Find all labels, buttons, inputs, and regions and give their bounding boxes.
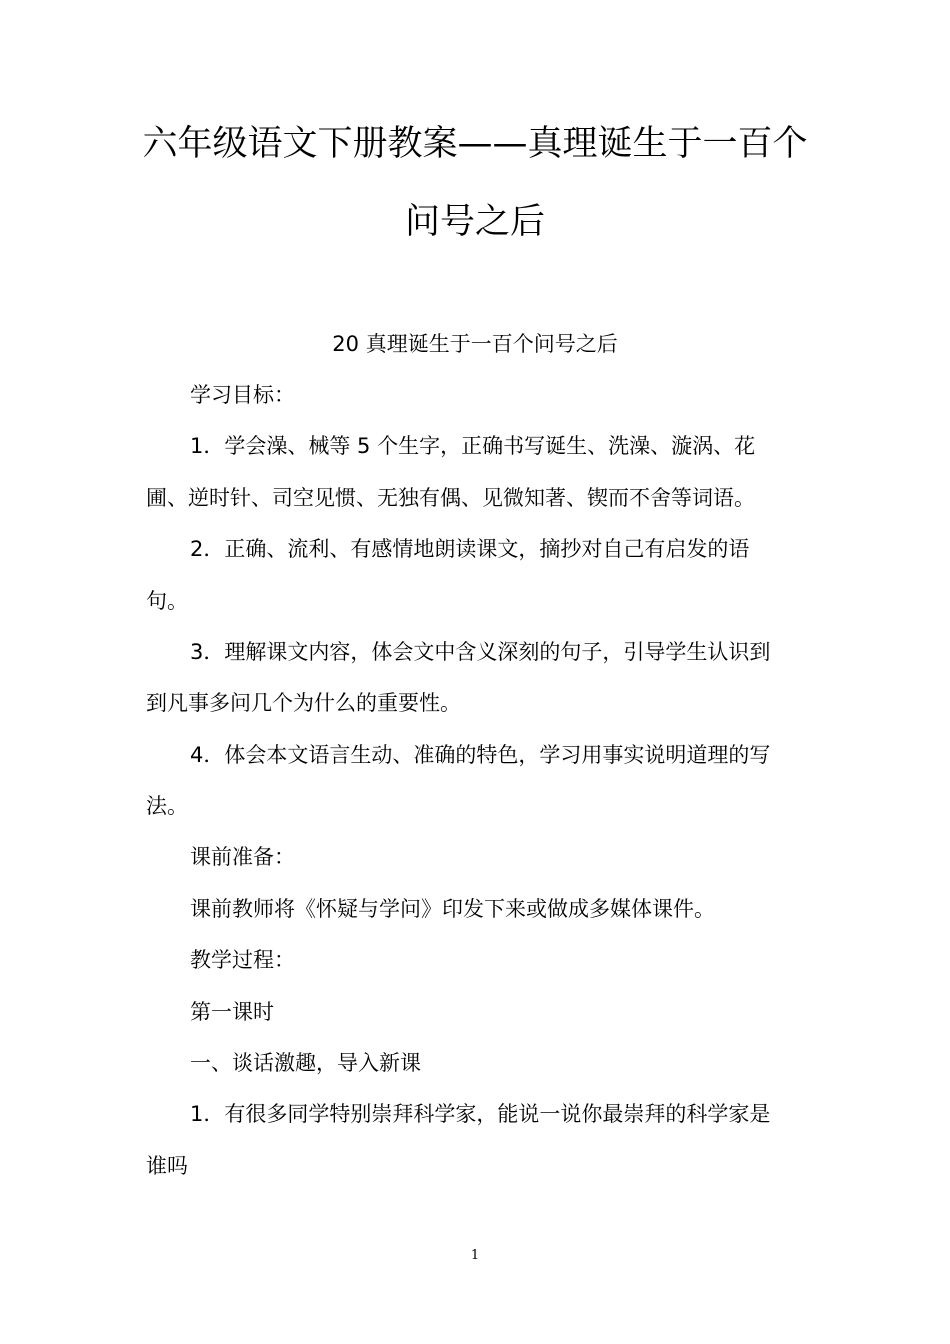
- paragraph-line: 谁吗: [146, 1154, 188, 1178]
- paragraph-line: 法。: [146, 794, 188, 818]
- paragraph-line: 课前准备：: [190, 845, 295, 869]
- paragraph-line: 1．学会澡、械等 5 个生字，正确书写诞生、洗澡、漩涡、花: [190, 434, 756, 458]
- document-title-line-1: 六年级语文下册教案——真理诞生于一百个: [142, 124, 808, 164]
- paragraph-line: 3．理解课文内容，体会文中含义深刻的句子，引导学生认识到: [190, 640, 771, 664]
- paragraph-line: 4．体会本文语言生动、准确的特色，学习用事实说明道理的写: [190, 743, 771, 767]
- paragraph-line: 2．正确、流利、有感情地朗读课文，摘抄对自己有启发的语: [190, 537, 750, 561]
- document-title-line-2: 问号之后: [404, 202, 545, 242]
- paragraph-line: 句。: [146, 589, 188, 613]
- paragraph-line: 学习目标：: [190, 383, 295, 407]
- paragraph-line: 课前教师将《怀疑与学问》印发下来或做成多媒体课件。: [190, 897, 715, 921]
- paragraph-line: 圃、逆时针、司空见惯、无独有偶、见微知著、锲而不舍等词语。: [146, 486, 755, 510]
- lesson-subtitle: 20 真理诞生于一百个问号之后: [332, 332, 618, 356]
- paragraph-line: 第一课时: [190, 1000, 274, 1024]
- page-number: 1: [470, 1248, 480, 1263]
- paragraph-line: 一、谈话激趣，导入新课: [190, 1051, 421, 1075]
- paragraph-line: 到凡事多问几个为什么的重要性。: [146, 691, 461, 715]
- paragraph-line: 1．有很多同学特别崇拜科学家，能说一说你最崇拜的科学家是: [190, 1102, 771, 1126]
- paragraph-line: 教学过程：: [190, 948, 295, 972]
